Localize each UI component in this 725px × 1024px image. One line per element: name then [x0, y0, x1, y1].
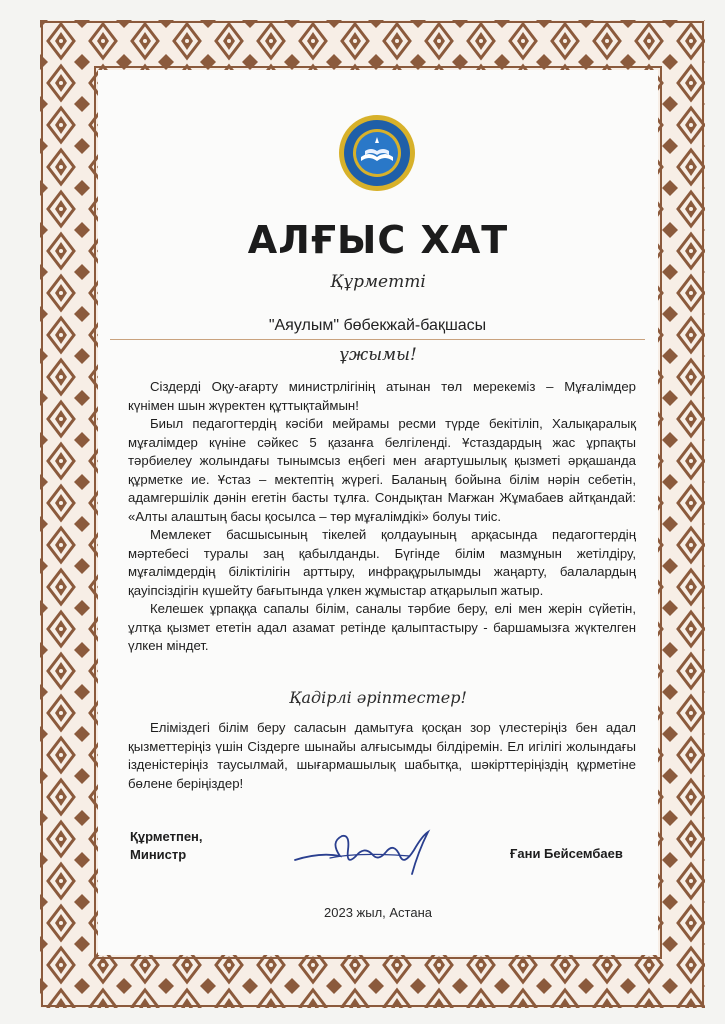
recipient-name: "Аяулым" бөбекжай-бақшасы [110, 317, 645, 340]
footer-date-place: 2023 жыл, Астана [324, 905, 432, 920]
colleagues-address: Қадірлі әріптестер! [289, 688, 467, 707]
position-line: Министр [130, 847, 187, 862]
salutation: Құрметті [330, 272, 426, 292]
document-title: АЛҒЫС ХАТ [247, 218, 509, 262]
paragraph: Мемлекет басшысының тікелей қолдауының арқасында педагогтердің мәртебесі туралы заң қабылданды. Бүгінде білім мазмұнын жетілдіру, мұғалімдердің біліктілігін арттыру, инфрақұрылымды жаңарту, балалардың қауіпсіздігін күшейту бағытында үлкен жұмыстар атқарылып жатыр. [128, 527, 636, 598]
paragraph: Биыл педагогтердің кәсіби мейрамы ресми түрде бекітіліп, Халықаралық мұғалімдер күніне сәйкес 5 қазанға белгіленді. Ұстаздардың жас ұрпақты тәрбиелеу жолындағы тынымсыз еңбегі мен ағартушылық қызметі әрқашанда құрметке ие. Ұстаз – мектептің жүрегі. Баланың бойына білім нәрін себетін, адамгершілік дәнін егетін басты тұлға. Сондықтан Мағжан Жұмабаев айтқандай: «Алты алаштың басы қосылса – төр мұғалімдікі» болуы тиіс. [128, 416, 636, 524]
signature-block [130, 828, 203, 864]
ministry-emblem-icon [337, 113, 417, 193]
signer-name: Ғани Бейсембаев [510, 846, 623, 861]
paragraph: Келешек ұрпаққа сапалы білім, саналы тәрбие беру, елі мен жерін сүйетін, ұлтқа қызмет ететін адал азамат ретінде қалыптастыру - баршамызға жүктелген үлкен міндет. [128, 601, 636, 653]
respect-line: Құрметпен, [130, 829, 203, 844]
recipient-collective: ұжымы! [339, 345, 417, 365]
handwritten-signature [290, 822, 450, 882]
paragraph: Сіздерді Оқу-ағарту министрлігінің атынан төл мерекеміз – Мұғалімдер күнімен шын жүректен құттықтаймын! [128, 379, 636, 413]
closing-body [128, 719, 636, 793]
paragraph: Еліміздегі білім беру саласын дамытуға қосқан зор үлестеріңіз бен адал қызметтеріңіз үшін Сіздерге шынайы алғысымды білдіремін. Ел игілігі жолындағы ізденістеріңіз таусылмай, шығармашылық шабытқа, шәкірттеріңіздің құрметіне бөлене беріңіздер! [128, 720, 636, 791]
letter-body [128, 378, 636, 656]
